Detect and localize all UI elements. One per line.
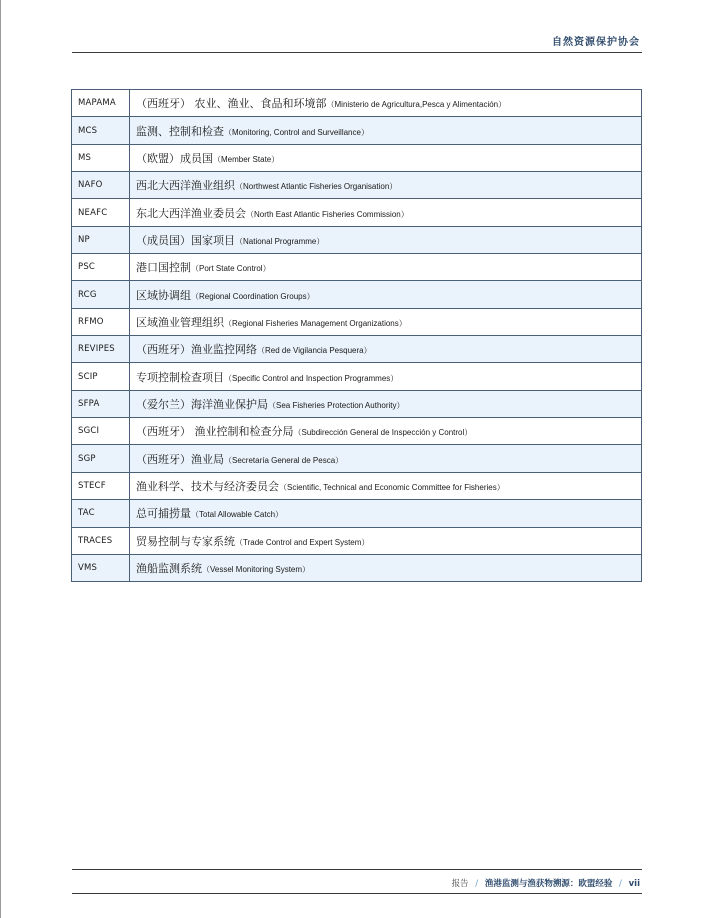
definition-cell bbox=[130, 90, 642, 117]
table-row bbox=[72, 117, 642, 144]
table-row bbox=[72, 254, 642, 281]
definition-chinese: （爱尔兰）海洋渔业保护局 bbox=[136, 397, 268, 411]
definition-chinese: （西班牙）渔业局 bbox=[136, 452, 224, 466]
table-row bbox=[72, 418, 642, 445]
abbreviation-cell: REVIPES bbox=[72, 336, 130, 363]
table-row bbox=[72, 554, 642, 581]
definition-cell bbox=[130, 254, 642, 281]
definition-cell bbox=[130, 418, 642, 445]
definition-cell bbox=[130, 390, 642, 417]
definition-chinese: 监测、控制和检查 bbox=[136, 124, 224, 138]
definition-english: （Trade Control and Expert System） bbox=[235, 537, 370, 547]
definition-cell bbox=[130, 336, 642, 363]
abbreviation-cell: NP bbox=[72, 226, 130, 253]
definition-cell bbox=[130, 363, 642, 390]
definition-cell bbox=[130, 500, 642, 527]
definition-cell bbox=[130, 199, 642, 226]
definition-english: （Sea Fisheries Protection Authority） bbox=[268, 400, 405, 410]
footer-separator-2: / bbox=[619, 879, 622, 889]
abbreviation-cell: SGCI bbox=[72, 418, 130, 445]
definition-chinese: 总可捕捞量 bbox=[136, 507, 191, 521]
table-row bbox=[72, 527, 642, 554]
definition-english: （Member State） bbox=[213, 154, 280, 164]
definition-english: （Regional Fisheries Management Organizations） bbox=[224, 318, 407, 328]
header-divider bbox=[72, 52, 642, 53]
header-organization: 自然资源保护协会 bbox=[552, 37, 640, 48]
table-row bbox=[72, 390, 642, 417]
definition-chinese: （西班牙） 渔业控制和检查分局 bbox=[136, 425, 294, 439]
table-row bbox=[72, 472, 642, 499]
definition-chinese: 西北大西洋渔业组织 bbox=[136, 179, 235, 193]
footer-divider-top bbox=[72, 869, 642, 870]
definition-cell bbox=[130, 172, 642, 199]
definition-english: （Port State Control） bbox=[191, 264, 271, 274]
table-row bbox=[72, 281, 642, 308]
abbreviation-cell: RFMO bbox=[72, 308, 130, 335]
definition-chinese: 贸易控制与专家系统 bbox=[136, 534, 235, 548]
definition-english: （North East Atlantic Fisheries Commission） bbox=[246, 209, 409, 219]
definition-chinese: 渔船监测系统 bbox=[136, 562, 202, 576]
footer-divider-bottom bbox=[72, 893, 642, 894]
definition-cell bbox=[130, 144, 642, 171]
definition-chinese: 区域渔业管理组织 bbox=[136, 315, 224, 329]
page-number: vii bbox=[628, 879, 640, 889]
definition-cell bbox=[130, 226, 642, 253]
abbreviation-cell: TRACES bbox=[72, 527, 130, 554]
definition-english: （Regional Coordination Groups） bbox=[191, 291, 315, 301]
footer-separator-1: / bbox=[475, 879, 479, 889]
definition-chinese: 港口国控制 bbox=[136, 261, 191, 275]
abbreviation-cell: PSC bbox=[72, 254, 130, 281]
abbreviation-cell: MCS bbox=[72, 117, 130, 144]
definition-cell bbox=[130, 472, 642, 499]
definition-english: （Scientific, Technical and Economic Committee for Fisheries） bbox=[279, 482, 505, 492]
definition-chinese: （西班牙）渔业监控网络 bbox=[136, 343, 257, 357]
definition-chinese: （成员国）国家项目 bbox=[136, 233, 235, 247]
abbreviations-table bbox=[71, 89, 642, 582]
footer-document-title: 渔港监测与渔获物溯源：欧盟经验 bbox=[484, 879, 613, 889]
abbreviations-table-body bbox=[72, 90, 642, 582]
definition-chinese: 渔业科学、技术与经济委员会 bbox=[136, 479, 279, 493]
page-edge-rule bbox=[0, 0, 1, 918]
table-row bbox=[72, 226, 642, 253]
abbreviation-cell: VMS bbox=[72, 554, 130, 581]
definition-english: （Total Allowable Catch） bbox=[191, 510, 284, 520]
abbreviation-cell: NEAFC bbox=[72, 199, 130, 226]
abbreviation-cell: SGP bbox=[72, 445, 130, 472]
footer-label: 报告 bbox=[451, 879, 469, 889]
table-row bbox=[72, 199, 642, 226]
definition-cell bbox=[130, 527, 642, 554]
table-row bbox=[72, 308, 642, 335]
definition-english: （Specific Control and Inspection Programmes） bbox=[224, 373, 399, 383]
definition-cell bbox=[130, 308, 642, 335]
abbreviation-cell: MS bbox=[72, 144, 130, 171]
definition-english: （Subdirección General de Inspección y Control） bbox=[293, 428, 473, 438]
definition-english: （Ministerio de Agricultura,Pesca y Alimentación） bbox=[326, 100, 507, 110]
table-row bbox=[72, 144, 642, 171]
definition-chinese: （西班牙） 农业、渔业、食品和环境部 bbox=[136, 97, 327, 111]
table-row bbox=[72, 500, 642, 527]
definition-english: （Vessel Monitoring System） bbox=[202, 565, 311, 575]
table-row bbox=[72, 336, 642, 363]
abbreviation-cell: TAC bbox=[72, 500, 130, 527]
definition-chinese: 区域协调组 bbox=[136, 288, 191, 302]
abbreviation-cell: MAPAMA bbox=[72, 90, 130, 117]
abbreviation-cell: STECF bbox=[72, 472, 130, 499]
definition-chinese: 专项控制检查项目 bbox=[136, 370, 224, 384]
abbreviation-cell: NAFO bbox=[72, 172, 130, 199]
table-row bbox=[72, 90, 642, 117]
definition-english: （Secretaría General de Pesca） bbox=[224, 455, 344, 465]
definition-cell bbox=[130, 281, 642, 308]
table-row bbox=[72, 445, 642, 472]
abbreviation-cell: RCG bbox=[72, 281, 130, 308]
table-row bbox=[72, 363, 642, 390]
abbreviation-cell: SCIP bbox=[72, 363, 130, 390]
abbreviation-cell: SFPA bbox=[72, 390, 130, 417]
table-row bbox=[72, 172, 642, 199]
definition-chinese: （欧盟）成员国 bbox=[136, 151, 213, 165]
definition-cell bbox=[130, 117, 642, 144]
definition-english: （Monitoring, Control and Surveillance） bbox=[224, 127, 369, 137]
definition-chinese: 东北大西洋渔业委员会 bbox=[136, 206, 246, 220]
footer bbox=[452, 877, 640, 889]
definition-cell bbox=[130, 445, 642, 472]
definition-cell bbox=[130, 554, 642, 581]
definition-english: （Northwest Atlantic Fisheries Organisation） bbox=[235, 182, 398, 192]
definition-english: （Red de Vigilancia Pesquera） bbox=[257, 346, 372, 356]
definition-english: （National Programme） bbox=[235, 236, 325, 246]
